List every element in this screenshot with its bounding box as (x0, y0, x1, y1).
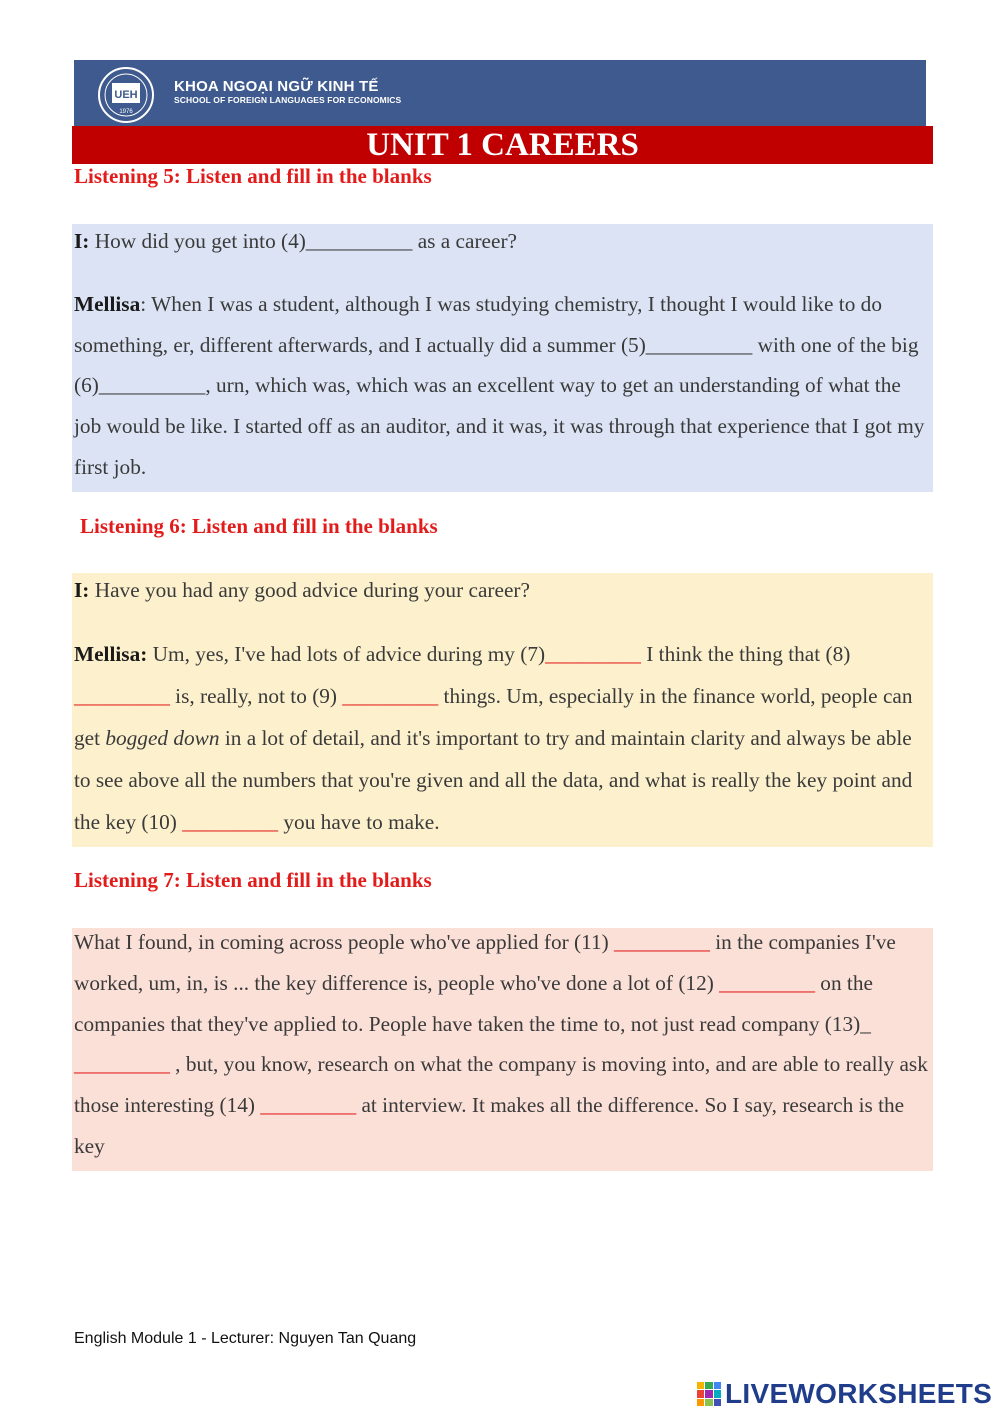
blank-9[interactable]: _________ (342, 683, 439, 708)
listening-6-line-1: I: Have you had any good advice during your career? (74, 578, 530, 602)
blank-11[interactable]: _________ (614, 930, 710, 954)
logo-year: 1976 (119, 109, 133, 115)
liveworksheets-logo (697, 1376, 992, 1412)
listening-6-heading: Listening 6: Listen and fill in the blanks (80, 514, 438, 538)
liveworksheets-grid-icon (697, 1382, 721, 1406)
listening-5-panel (72, 224, 933, 492)
listening-5-line-1: I: How did you get into (4)__________ as a career? (74, 229, 517, 253)
org-name: KHOA NGOẠI NGỮ KINH TẾ (174, 78, 379, 95)
blank-14[interactable]: _________ (260, 1093, 357, 1118)
listening-6-panel (72, 573, 933, 847)
listening-7-paragraph: What I found, in coming across people who've applied for (11) _________ in the companies I've worked, um, in, is ... the key difference is, people who've done a lot of (12) _________ on the companies that they've applied to. People have taken the time to, not just read company (13)_ _________ , but, you know, research on what the company is moving into, and are able to really ask those interesting (14) _________ at interview. It makes all the difference. So I say, research is the key (74, 930, 928, 1158)
listening-5-heading: Listening 5: Listen and fill in the blanks (74, 164, 432, 188)
blank-8[interactable]: _________ (74, 683, 170, 708)
blank-5[interactable]: __________ (645, 332, 753, 357)
liveworksheets-text: LIVEWORKSHEETS (725, 1378, 993, 1409)
listening-7-panel (72, 928, 933, 1171)
blank-4[interactable]: __________ (305, 229, 413, 253)
school-logo-icon (94, 66, 162, 124)
italic-phrase: bogged down (105, 725, 220, 750)
listening-5-paragraph-2: Mellisa: When I was a student, although I was studying chemistry, I thought I would like to do something, er, different afterwards, and I actually did a summer (5)__________ with one of the big (6)__________, urn, which was, which was an excellent way to get an understanding of what the job would be like. I started off as an auditor, and it was, it was through that experience that I got my first job. (74, 291, 925, 479)
title-band (72, 126, 933, 164)
listening-6-paragraph-2: Mellisa: Um, yes, I've had lots of advice during my (7)_________ I think the thing that (8) _________ is, really, not to (9) _________ things. Um, especially in the finance world, people can get bogged down in a lot of detail, and it's important to try and maintain clarity and always be able to see above all the numbers that you're given and all the data, and what is really the key point and the key (10) _________ you have to make. (74, 641, 913, 834)
footer-text: English Module 1 - Lecturer: Nguyen Tan Quang (74, 1330, 417, 1347)
header-band (74, 60, 926, 126)
blank-10[interactable]: _________ (182, 809, 279, 834)
listening-7-heading: Listening 7: Listen and fill in the blanks (74, 868, 432, 892)
speaker-label: I: (74, 229, 90, 253)
blank-12[interactable]: _________ (719, 970, 815, 995)
org-subtitle: SCHOOL OF FOREIGN LANGUAGES FOR ECONOMICS (174, 95, 402, 105)
page-title: UNIT 1 CAREERS (366, 127, 639, 163)
speaker-label: I: (74, 578, 90, 602)
logo-letters: UEH (114, 89, 138, 101)
speaker-label: Mellisa (74, 291, 141, 316)
blank-7[interactable]: _________ (545, 641, 641, 666)
blank-13[interactable]: _________ (74, 1052, 170, 1077)
speaker-label: Mellisa: (74, 641, 148, 666)
blank-6[interactable]: __________ (98, 373, 206, 398)
